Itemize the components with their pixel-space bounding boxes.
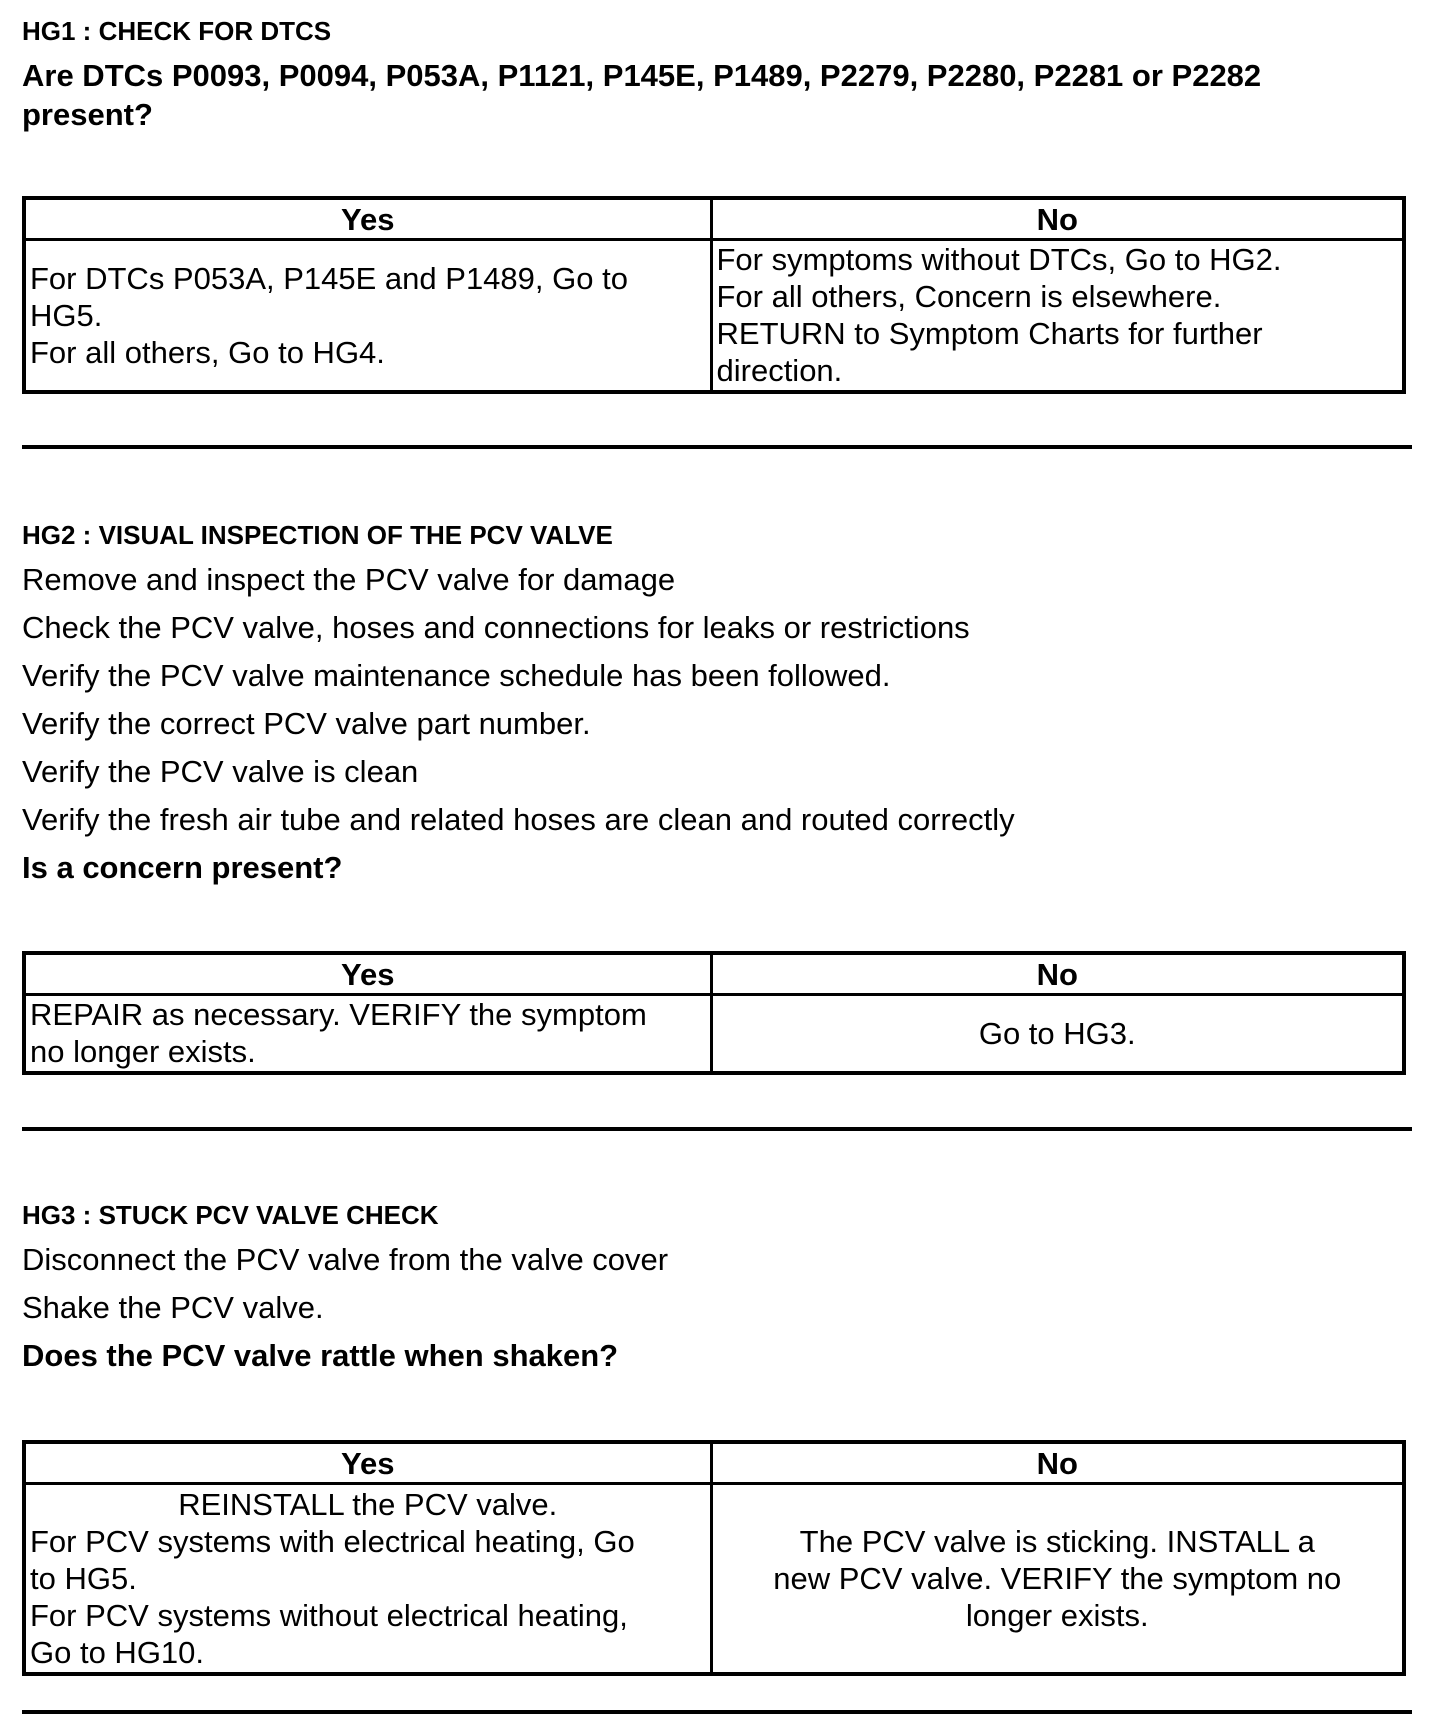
hg1-yes-header: Yes bbox=[24, 198, 711, 240]
hg3-question: Does the PCV valve rattle when shaken? bbox=[22, 1338, 619, 1373]
hg3-no-line: new PCV valve. VERIFY the symptom no bbox=[773, 1560, 1342, 1596]
hg3-no-cell bbox=[711, 1484, 1404, 1674]
hg1-no-line: For symptoms without DTCs, Go to HG2. bbox=[716, 242, 1282, 278]
hg1-yes-cell bbox=[24, 240, 711, 392]
hg3-yes-line: REINSTALL the PCV valve. bbox=[178, 1486, 558, 1522]
hg2-step: Verify the PCV valve is clean bbox=[22, 754, 419, 789]
hg2-yes-header: Yes bbox=[24, 953, 711, 995]
hg3-table-wrap bbox=[22, 1440, 1412, 1676]
hg3-yes-line: For PCV systems without electrical heating, bbox=[30, 1597, 628, 1633]
hg2-yes-line: no longer exists. bbox=[30, 1034, 256, 1070]
hg3-steps bbox=[22, 1236, 1412, 1332]
hg1-title: HG1 : CHECK FOR DTCS bbox=[22, 16, 332, 46]
hg2-table-wrap bbox=[22, 951, 1412, 1075]
hg3-no-line: longer exists. bbox=[965, 1597, 1149, 1633]
hg3-yes-line: Go to HG10. bbox=[30, 1634, 205, 1670]
hg2-step: Verify the PCV valve maintenance schedule has been followed. bbox=[22, 658, 891, 693]
hg1-question: Are DTCs P0093, P0094, P053A, P1121, P145E, P1489, P2279, P2280, P2281 or P2282 present? bbox=[22, 58, 1262, 132]
hg2-step: Verify the correct PCV valve part number. bbox=[22, 706, 591, 741]
hg2-steps bbox=[22, 556, 1412, 844]
hg3-step: Shake the PCV valve. bbox=[22, 1290, 324, 1325]
hg3-title: HG3 : STUCK PCV VALVE CHECK bbox=[22, 1200, 439, 1230]
hg2-no-cell bbox=[711, 995, 1404, 1073]
hg3-section bbox=[22, 1198, 1412, 1380]
hg1-yes-line: For DTCs P053A, P145E and P1489, Go to bbox=[30, 260, 628, 296]
hg1-no-header: No bbox=[711, 198, 1404, 240]
hg1-no-cell bbox=[711, 240, 1404, 392]
hg3-yes-header: Yes bbox=[24, 1442, 711, 1484]
hg1-no-line: RETURN to Symptom Charts for further bbox=[716, 316, 1263, 352]
hg1-no-line: direction. bbox=[716, 353, 843, 389]
hg1-table-wrap bbox=[22, 196, 1412, 394]
hg2-no-header: No bbox=[711, 953, 1404, 995]
hg1-no-line: For all others, Concern is elsewhere. bbox=[716, 279, 1222, 315]
hg3-step: Disconnect the PCV valve from the valve cover bbox=[22, 1242, 669, 1277]
hg1-yes-line: For all others, Go to HG4. bbox=[30, 334, 385, 370]
hg3-no-header: No bbox=[711, 1442, 1404, 1484]
hg3-yes-cell bbox=[24, 1484, 711, 1674]
hg3-yes-no-table bbox=[22, 1440, 1406, 1676]
hg2-yes-line: REPAIR as necessary. VERIFY the symptom bbox=[30, 997, 647, 1033]
hg1-yes-no-table bbox=[22, 196, 1406, 394]
section-divider bbox=[22, 1710, 1412, 1714]
section-divider bbox=[22, 445, 1412, 449]
hg2-step: Check the PCV valve, hoses and connections for leaks or restrictions bbox=[22, 610, 970, 645]
hg1-yes-line: HG5. bbox=[30, 297, 103, 333]
hg2-yes-cell bbox=[24, 995, 711, 1073]
hg3-yes-line: For PCV systems with electrical heating, Go bbox=[30, 1523, 635, 1559]
hg2-section bbox=[22, 518, 1412, 892]
hg2-step: Verify the fresh air tube and related hoses are clean and routed correctly bbox=[22, 802, 1015, 837]
section-divider bbox=[22, 1127, 1412, 1131]
hg2-step: Remove and inspect the PCV valve for damage bbox=[22, 562, 676, 597]
hg2-question: Is a concern present? bbox=[22, 850, 343, 885]
hg3-no-line: The PCV valve is sticking. INSTALL a bbox=[799, 1523, 1315, 1559]
hg1-section bbox=[22, 14, 1412, 134]
hg2-title: HG2 : VISUAL INSPECTION OF THE PCV VALVE bbox=[22, 520, 613, 550]
hg2-no-line: Go to HG3. bbox=[978, 1015, 1136, 1051]
hg2-yes-no-table bbox=[22, 951, 1406, 1075]
hg3-yes-line: to HG5. bbox=[30, 1560, 137, 1596]
